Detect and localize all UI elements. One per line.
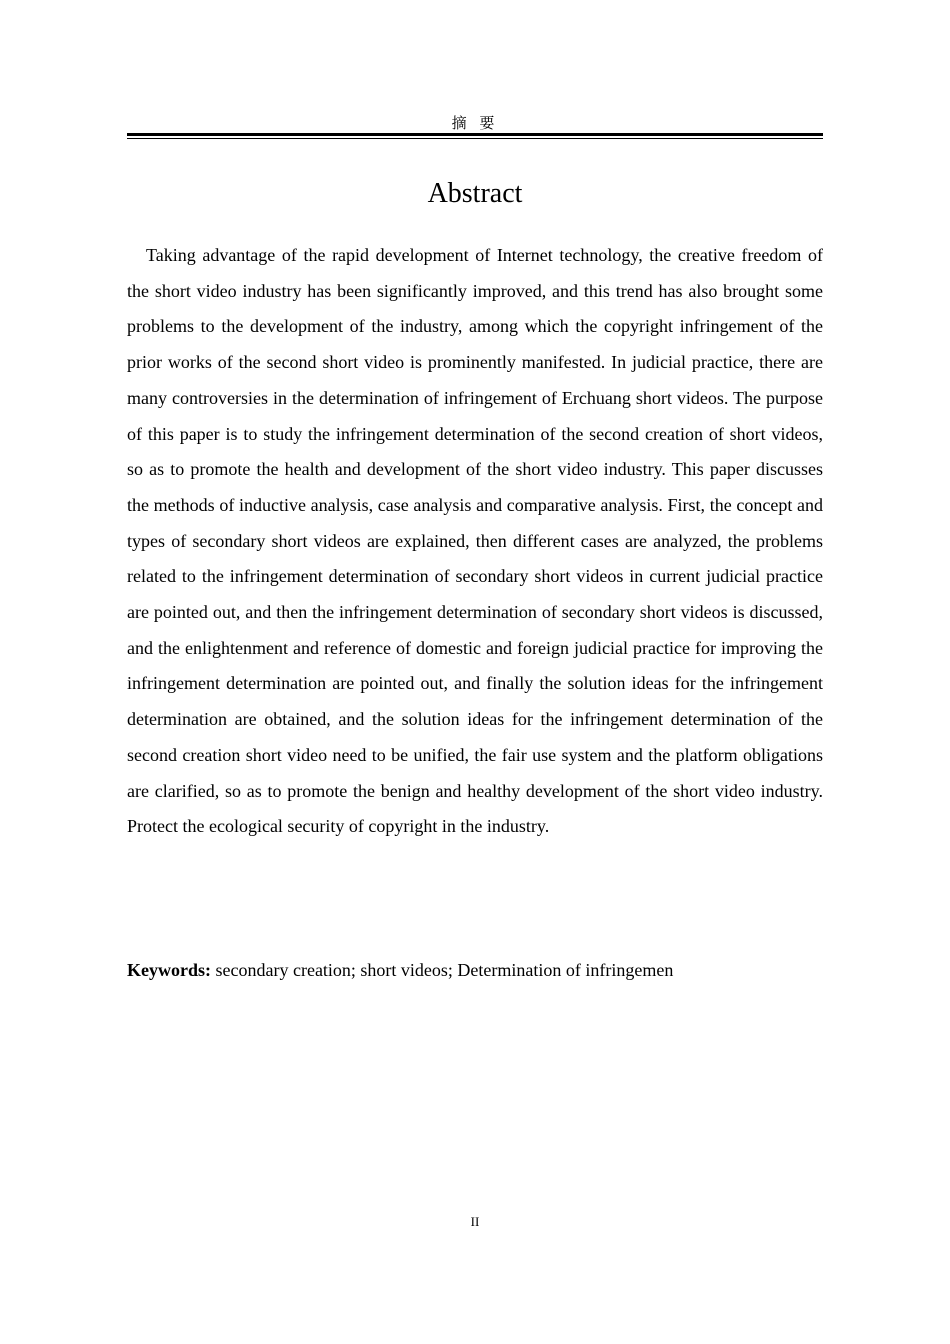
header-rule-thin (127, 138, 823, 139)
page-title: Abstract (427, 178, 523, 209)
keywords-label: Keywords: (127, 960, 211, 980)
keywords-text: secondary creation; short videos; Determination of infringemen (211, 960, 674, 980)
header-double-rule (127, 133, 823, 139)
page-number: II (470, 1214, 480, 1229)
keywords-line (127, 952, 823, 988)
header-rule-thick (127, 133, 823, 136)
running-header: 摘 要 (451, 114, 499, 132)
abstract-body: Taking advantage of the rapid development of Internet technology, the creative freedom of the short video industry has been significantly improved, and this trend has also brought some problems to the development of the industry, among which the copyright infringement of the prior works of the second short video is prominently manifested. In judicial practice, there are many controversies in the determination of infringement of Erchuang short videos. The purpose of this paper is to study the infringement determination of the second creation of short videos, so as to promote the health and development of the short video industry. This paper discusses the methods of inductive analysis, case analysis and comparative analysis. First, the concept and types of secondary short videos are explained, then different cases are analyzed, the problems related to the infringement determination of secondary short videos in current judicial practice are pointed out, and then the infringement determination of secondary short videos is discussed, and the enlightenment and reference of domestic and foreign judicial practice for improving the infringement determination are pointed out, and finally the solution ideas for the infringement determination are obtained, and the solution ideas for the infringement determination of the second creation short video need to be unified, the fair use system and the platform obligations are clarified, so as to promote the benign and healthy development of the short video industry. Protect the ecological security of copyright in the industry. (127, 245, 823, 837)
